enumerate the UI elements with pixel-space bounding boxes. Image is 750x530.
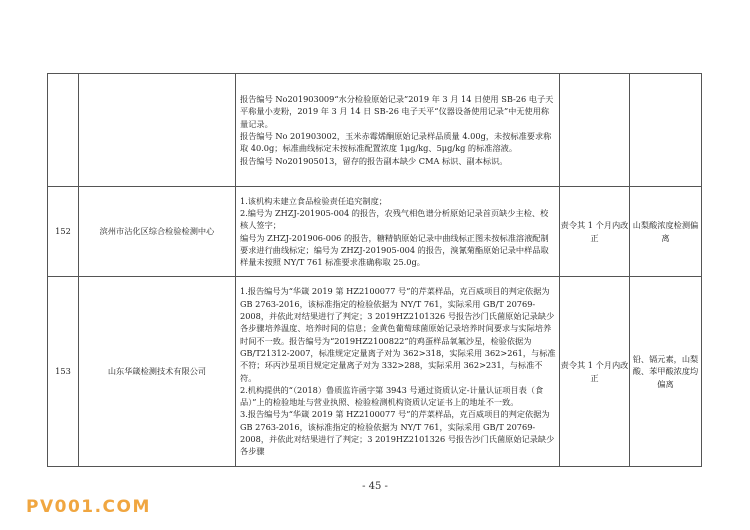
problem-line: 2.机构提供的“（2018）鲁质监许函字第 3943 号通过资质认定-计量认证项目表（食品）”上的检验地址与营业执照、检验检测机构资质认定证书上的地址不一致。 (240, 384, 544, 408)
organization-name: 滨州市沾化区综合检验检测中心 (79, 187, 236, 277)
problems-cell (236, 74, 560, 187)
problem-line: 编号为 ZHZJ-201906-006 的报告，糖精钠原始记录中曲线标正图未按标准溶液配制要求进行曲线标定；编号为 ZHZJ-201905-004 的报告，溴氰菊酯原始记录中样品取样量未按照 NY/T 761 标准要求准确称取 25.0g。 (240, 232, 549, 268)
table-row (48, 187, 702, 277)
problem-line: 报告编号 No201903009“水分检验原始记录”2019 年 3 月 14 日使用 SB-26 电子天平称量小麦粉，2019 年 3 月 14 日 SB-26 电子天平“仪器设备使用记录”中无使用称量记录。 (240, 94, 554, 129)
table-row (48, 74, 702, 187)
problem-line: 报告编号 No 201903002，玉米赤霉烯酮原始记录样品质量 4.00g，未按标准要求称取 40.0g；标准曲线标定未按标准配置浓度 1μg/kg、5μg/kg 的标准溶液。 (240, 131, 552, 154)
unqualified-cell (630, 74, 702, 187)
watermark: PV001.COM (26, 497, 151, 517)
rectification-measure: 责令其 1 个月内改正 (560, 277, 630, 467)
page-number: - 45 - (362, 481, 388, 492)
problems-cell (236, 277, 560, 467)
row-number: 152 (48, 187, 79, 277)
problem-line: 2.编号为 ZHZJ-201905-004 的报告，农残气相色谱分析原始记录首页缺少主检、校核人签字； (240, 207, 549, 231)
problem-line: 3.报告编号为“华箴 2019 第 HZ2100077 号”的芹菜样品，克百威项目的判定依据为 GB 2763-2016，该标准指定的检验依据为 NY/T 761，实际采用 GB/T 20769-2008，并依此对结果进行了判定；3 2019HZ2101326 号报告沙门氏菌原始记录缺少各步骤 (240, 409, 555, 457)
rectification-measure: 责令其 1 个月内改正 (560, 187, 630, 277)
table-row (48, 277, 702, 467)
problem-line: 1.该机构未建立食品检验责任追究制度； (240, 195, 387, 206)
inspection-results-table (47, 73, 702, 467)
row-number: 153 (48, 277, 79, 467)
problem-line: 报告编号 No201905013，留存的报告副本缺少 CMA 标识、副本标识。 (240, 155, 508, 166)
measure-cell (560, 74, 630, 187)
organization-name: 山东华箴检测技术有限公司 (79, 277, 236, 467)
unqualified-items: 山梨酸浓度检测偏离 (630, 187, 702, 277)
problem-line: 1.报告编号为“华箴 2019 第 HZ2100077 号”的芹菜样品，克百威项目的判定依据为 GB 2763-2016，该标准指定的检验依据为 NY/T 761，实际采用 GB/T 20769-2008，并依此对结果进行了判定；3 2019HZ2101326 号报告沙门氏菌原始记录缺少各步骤培养温度、培养时间的信息；金黄色葡萄球菌原始记录培养时间要求与实际培养时间不一致。报告编号为“2019HZ2100822”的鸡蛋样品氧氟沙星，检验依据为 GB/T21312-2007，标准规定定量离子对为 362>318，实际采用 362>261，与标准不符；环丙沙星项目规定定量离子对为 332>288，实际采用 362>231，与标准不符。 (240, 286, 556, 383)
unqualified-items: 铅、镉元素，山梨酸、苯甲酸浓度均偏离 (630, 277, 702, 467)
problems-cell (236, 187, 560, 277)
row-number-cell (48, 74, 79, 187)
organization-cell (79, 74, 236, 187)
